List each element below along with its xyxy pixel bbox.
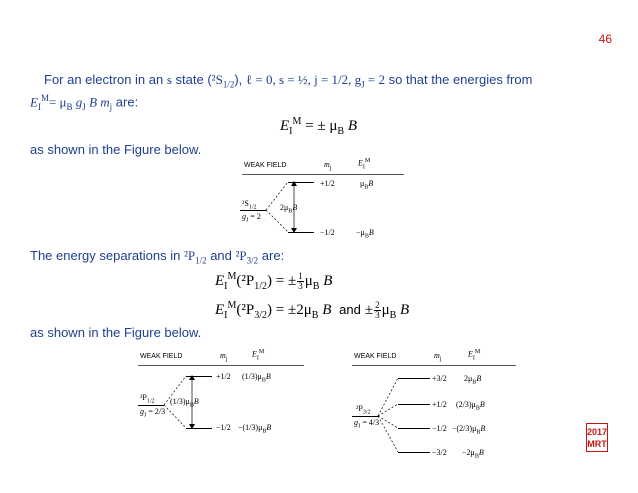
page-number: 46 <box>598 32 612 46</box>
eq2-mu-sub: B <box>312 281 320 292</box>
fig1-level-1-mj: −1/2 <box>320 228 335 237</box>
fig2-E-sub: I <box>256 355 259 362</box>
fig1-level-1-E-sub: B <box>364 233 369 240</box>
eq3-mu: μ <box>381 302 390 318</box>
formula-m-sub: j <box>109 101 113 112</box>
fig1-weak-field-label: WEAK FIELD <box>244 162 287 169</box>
fig2-level-0-E-end: B <box>265 372 271 381</box>
fig2-level-1-E <box>238 423 271 435</box>
fig3-level-3-mj: −3/2 <box>432 448 447 457</box>
fig1-level-0-E-end: B <box>368 179 374 188</box>
sep-text-1: The energy separations in <box>30 248 184 263</box>
fig3-level-2-E-val: −(2/3)μ <box>452 424 477 433</box>
sep-term-2: ²P <box>235 248 247 263</box>
eq2-sup: M <box>227 271 237 282</box>
sep-term-1: ²P <box>183 248 196 263</box>
eq3-fraction <box>374 301 381 320</box>
fig3-weak-field-label: WEAK FIELD <box>354 353 397 360</box>
eq1-rhs-end: B <box>344 118 357 134</box>
eq3-den: 3 <box>375 310 380 321</box>
fig3-level-3-E-sub: B <box>474 453 479 460</box>
fig1-mj-sub: j <box>329 165 332 172</box>
fig2-level-1-E-sub: B <box>262 428 267 435</box>
fig2-level-upper <box>186 376 212 377</box>
intro-gj-sub: J <box>361 79 365 90</box>
fig1-gj-sub: J <box>246 217 249 224</box>
eq3-and: and <box>339 302 361 317</box>
intro-text-2: state ( <box>171 72 212 87</box>
eq3-sup: M <box>227 300 237 311</box>
fig2-level-1-E-val: −(1/3)μ <box>238 423 263 432</box>
fig2-weak-field-label: WEAK FIELD <box>140 353 183 360</box>
fig1-level-0-E-sub: B <box>364 184 369 191</box>
fig2-gj-symbol: g <box>140 407 144 416</box>
badge-initials: MRT <box>587 439 607 449</box>
eq2-den: 3 <box>298 281 303 292</box>
fig1-split-value: 2μ <box>280 203 289 212</box>
fig2-level-lower <box>186 428 212 429</box>
fig2-level-0-E-val: (1/3)μ <box>242 372 262 381</box>
fig3-level-3 <box>398 428 430 429</box>
fig3-E-sub: I <box>472 355 475 362</box>
formula-g: g <box>72 94 83 110</box>
eq2-fraction <box>297 272 304 291</box>
fig2-term-symbol: ²P <box>140 393 147 402</box>
fig3-level-1-E-end: B <box>479 400 485 409</box>
fig3-level-0-mj: +3/2 <box>432 374 447 383</box>
eq3-pm: ± <box>364 302 374 318</box>
equation-1 <box>280 116 357 137</box>
fig1-gj-value: = 2 <box>248 212 261 221</box>
figure-2-p12 <box>126 348 306 438</box>
formula-mu: = μ <box>48 94 67 110</box>
fig3-connectors <box>340 348 520 460</box>
fig3-level-2-E-end: B <box>480 424 486 433</box>
fig1-splitting <box>280 203 297 215</box>
fig3-E-symbol: E <box>468 349 473 359</box>
fig1-gj-symbol: g <box>242 212 246 221</box>
fig3-level-3-E-end: B <box>478 448 484 457</box>
sep-text-2: are: <box>258 248 285 263</box>
fig1-split-end: B <box>292 203 298 212</box>
formula-mu-sub: B <box>66 101 73 112</box>
fig3-level-3-E <box>462 448 484 460</box>
eq3-rhs: ) = ±2μ <box>267 302 312 318</box>
fig3-level-1-E-sub: B <box>475 405 480 412</box>
intro-term-sub: 1/2 <box>222 79 235 90</box>
fig2-level-0-mj: +1/2 <box>216 372 231 381</box>
formula-E-sup: M <box>40 93 49 103</box>
sep-term-1-sub: 1/2 <box>195 255 207 266</box>
fig3-level-4 <box>398 452 430 453</box>
eq3-end: B <box>396 302 410 318</box>
fig2-splitting <box>170 397 199 409</box>
fig1-E-symbol: E <box>358 158 363 168</box>
intro-text: For an electron in an <box>44 72 167 87</box>
fig1-level-1-E-val: −μ <box>356 228 365 237</box>
formula-Bm: B m <box>85 94 110 110</box>
fig2-level-0-E <box>242 372 271 384</box>
fig3-level-1 <box>398 378 430 379</box>
formula-end: are: <box>112 94 139 110</box>
fig2-split-value: (1/3)μ <box>170 397 190 406</box>
eq2-num: 1 <box>298 271 303 282</box>
fig3-level-1-E-val: (2/3)μ <box>456 400 476 409</box>
formula-E-sub: I <box>37 101 41 112</box>
eq1-rhs: = ± μ <box>301 118 338 134</box>
eq3-num: 2 <box>375 300 380 311</box>
fig3-level-2-mj: −1/2 <box>432 424 447 433</box>
eq3-sub: I <box>224 310 228 321</box>
fig2-level-0-E-sub: B <box>261 377 266 384</box>
fig3-level-0-E-val: 2μ <box>464 374 473 383</box>
intro-line-1 <box>44 72 532 90</box>
fig2-mj-symbol: m <box>220 351 226 360</box>
equation-2 <box>215 271 332 292</box>
fig3-level-3-E-val: −2μ <box>462 448 475 457</box>
sep-term-2-sub: 3/2 <box>246 255 259 266</box>
fig2-split-end: B <box>193 397 199 406</box>
fig1-term-symbol: ²S <box>242 199 249 208</box>
fig3-level-1-mj: +1/2 <box>432 400 447 409</box>
fig3-mj-symbol: m <box>434 351 440 360</box>
fig3-gj-value: = 4/3 <box>360 418 380 427</box>
fig1-connectors <box>228 158 408 238</box>
fig3-level-0-E-sub: B <box>472 379 477 386</box>
sep-and: and <box>206 248 236 263</box>
eq2-arg-sub: 1/2 <box>254 281 268 292</box>
fig3-level-0-E-end: B <box>476 374 482 383</box>
fig2-gj-sub: J <box>144 412 147 419</box>
figure-3-p32 <box>340 348 520 460</box>
badge-year: 2017 <box>587 427 608 437</box>
intro-gj-value: = 2 <box>364 72 386 87</box>
fig3-level-2-E <box>452 424 485 436</box>
shown-text-1: as shown in the Figure below. <box>30 142 202 157</box>
intro-line-2 <box>30 93 138 112</box>
fig3-level-1-E <box>456 400 485 412</box>
eq2-rhs: ) = ± <box>267 273 297 289</box>
formula-E: E <box>30 94 38 110</box>
fig2-gj-value: = 2/3 <box>146 407 166 416</box>
formula-g-sub: J <box>82 101 86 112</box>
fig3-term-sub: 3/2 <box>362 409 371 416</box>
fig3-mj-sub: j <box>439 356 442 363</box>
fig3-level-2 <box>398 404 430 405</box>
eq2-end: B <box>319 273 333 289</box>
equation-3 <box>215 300 409 321</box>
figure-1-s-state <box>228 158 408 238</box>
eq1-rhs-sub: B <box>337 126 345 137</box>
fig3-E-sup: M <box>474 349 481 355</box>
fig2-split-sub: B <box>189 402 194 409</box>
author-badge <box>586 423 608 452</box>
fig2-term-sub: 1/2 <box>146 398 155 405</box>
fig3-level-0-E <box>464 374 481 386</box>
eq3-mu-sub: B <box>311 310 319 321</box>
intro-state: s <box>166 72 172 87</box>
fig2-E-sup: M <box>258 349 265 355</box>
separation-text <box>30 248 284 266</box>
fig3-gj-sub: J <box>358 423 361 430</box>
fig1-level-0-mj: +1/2 <box>320 179 335 188</box>
fig1-level-0-E <box>360 179 373 191</box>
fig2-E-symbol: E <box>252 349 257 359</box>
intro-text-3: ), <box>234 72 246 87</box>
eq2-sub: I <box>224 281 228 292</box>
intro-text-4: so that the energies from <box>385 72 533 87</box>
fig1-level-upper <box>288 182 314 183</box>
eq3-mu2-sub: B <box>389 310 397 321</box>
fig1-level-1-E <box>356 228 374 240</box>
fig1-level-lower <box>288 232 314 233</box>
fig1-E-sup: M <box>364 158 371 164</box>
fig3-term-symbol: ²P <box>356 404 363 413</box>
eq2-arg: (²P <box>236 273 255 289</box>
fig1-term-sub: 1/2 <box>248 204 257 211</box>
shown-text-2: as shown in the Figure below. <box>30 325 202 340</box>
eq3-arg: (²P <box>236 302 255 318</box>
eq2-mu: μ <box>304 273 313 289</box>
fig3-level-2-E-sub: B <box>476 429 481 436</box>
fig1-E-sub: I <box>362 164 365 171</box>
fig2-level-1-mj: −1/2 <box>216 423 231 432</box>
eq2-E: E <box>215 273 225 289</box>
eq1-sub: I <box>289 126 293 137</box>
eq3-E: E <box>215 302 225 318</box>
fig1-level-0-E-val: μ <box>360 179 365 188</box>
eq1-E: E <box>280 118 290 134</box>
fig2-level-1-E-end: B <box>266 423 272 432</box>
fig1-level-1-E-end: B <box>368 228 374 237</box>
intro-term: ²S <box>211 72 223 87</box>
fig2-mj-sub: j <box>225 356 228 363</box>
fig1-mj-symbol: m <box>324 160 330 169</box>
eq3-arg-sub: 3/2 <box>254 310 268 321</box>
fig1-split-sub: B <box>288 208 293 215</box>
fig3-gj-symbol: g <box>354 418 358 427</box>
eq1-sup: M <box>292 116 302 127</box>
intro-conditions: ℓ = 0, s = ½, j = 1/2, g <box>245 72 362 87</box>
eq3-mid: B <box>318 302 332 318</box>
